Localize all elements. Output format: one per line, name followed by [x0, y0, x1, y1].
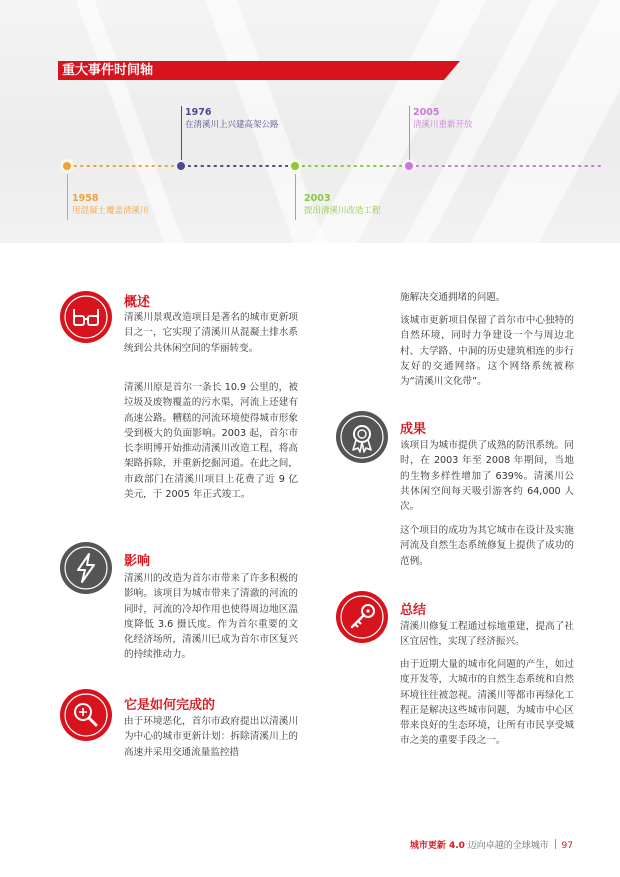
footer-divider — [555, 839, 556, 849]
summary-paragraph-2: 由于近期大量的城市化问题的产生，如过度开发等，大城市的自然生态系统和自然环境往往被忽视。清溪川等都市再绿化工程正是解决这些城市问题，为城市中心区带来良好的生态环境，让所有市民享受城市之美的重要手段之一。 — [400, 659, 574, 747]
page-number: 97 — [561, 841, 573, 851]
magnifier-icon — [60, 689, 112, 741]
summary-paragraph-1: 清溪川修复工程通过棕地重建，提高了社区宜居性，实现了经济振兴。 — [400, 621, 574, 648]
timeline-event-1958 — [72, 193, 149, 217]
results-title: 成果 — [400, 422, 427, 437]
timeline-tick-1976 — [181, 106, 182, 160]
results-paragraph-1: 该项目为城市提供了成熟的防汛系统。同时，在 2003 年至 2008 年期间，当地的生物多样性增加了 639%。清溪川公共休闲空间每天吸引游客约 64,000 人次。 — [400, 440, 574, 513]
event-text: 清溪川重新开放 — [413, 120, 473, 130]
timeline-dot-2003 — [288, 159, 302, 173]
timeline-track — [0, 155, 620, 177]
event-year: 2005 — [413, 107, 440, 118]
overview-title: 概述 — [124, 295, 151, 310]
impact-title: 影响 — [124, 554, 151, 569]
impact-paragraph-1: 清溪川的改造为首尔市带来了许多积极的影响。该项目为城市带来了清澈的河流的同时，河流的冷却作用也使得周边地区温度降低 3.6 摄氏度。作为首尔重要的文化经济场所，清溪川已成为首尔市区复兴的持续推动力。 — [124, 573, 298, 661]
how-paragraph-1-continued: 施解决交通拥堵的问题。 — [400, 292, 506, 303]
key-icon — [336, 591, 388, 643]
event-text: 提出清溪川改造工程 — [304, 206, 381, 216]
timeline-title: 重大事件时间轴 — [62, 63, 154, 78]
timeline-event-2003 — [304, 193, 381, 217]
overview-paragraph-1: 清溪川景观改造项目是著名的城市更新项目之一，它实现了清溪川从混凝土排水系统到公共休闲空间的华丽转变。 — [124, 312, 298, 354]
timeline-dot-1958 — [60, 159, 74, 173]
award-icon — [336, 411, 388, 463]
lightning-icon — [60, 542, 112, 594]
timeline-tick-2003 — [295, 174, 296, 220]
event-year: 2003 — [304, 193, 331, 204]
timeline-event-2005 — [413, 107, 473, 131]
event-year: 1958 — [72, 193, 99, 204]
how-title: 它是如何完成的 — [124, 698, 216, 713]
timeline-tick-1958 — [67, 174, 68, 220]
page-footer — [410, 838, 573, 851]
summary-title: 总结 — [400, 603, 427, 618]
results-paragraph-2: 这个项目的成功为其它城市在设计及实施河流及自然生态系统修复上提供了成功的范例。 — [400, 525, 574, 567]
timeline-event-1976 — [185, 107, 279, 131]
footer-series: 城市更新 4.0 — [409, 841, 465, 851]
timeline-dot-2005 — [402, 159, 416, 173]
how-paragraph-1: 由于环境恶化，首尔市政府提出以清溪川为中心的城市更新计划：拆除清溪川上的高速并采用交通流量监控措 — [124, 716, 298, 758]
event-text: 用混凝土覆盖清溪川 — [72, 206, 149, 216]
timeline-tick-2005 — [409, 106, 410, 160]
event-text: 在清溪川上兴建高架公路 — [185, 120, 279, 130]
overview-paragraph-2: 清溪川原是首尔一条长 10.9 公里的，被垃圾及废物覆盖的污水渠，河流上还建有高速公路。糟糕的河流环境使得城市形象受到极大的负面影响。2003 起，首尔市长李明博开始推动清溪川改造工程，将高架路拆除，并重新挖掘河道。在此之间，市政部门在清溪川项目上花费了近 9 亿美元，于 2005 年正式竣工。 — [124, 382, 298, 501]
event-year: 1976 — [185, 107, 212, 118]
timeline-dot-1976 — [174, 159, 188, 173]
how-paragraph-2: 该城市更新项目保留了首尔市中心独特的自然环境，同时力争建设一个与周边北村、大学路、中洞的历史建筑相连的步行友好的交通网络。这个网络系统被称为“清溪川文化带”。 — [400, 315, 574, 388]
glasses-icon — [60, 291, 112, 343]
footer-subtitle: 迈向卓越的全球城市 — [467, 841, 549, 851]
